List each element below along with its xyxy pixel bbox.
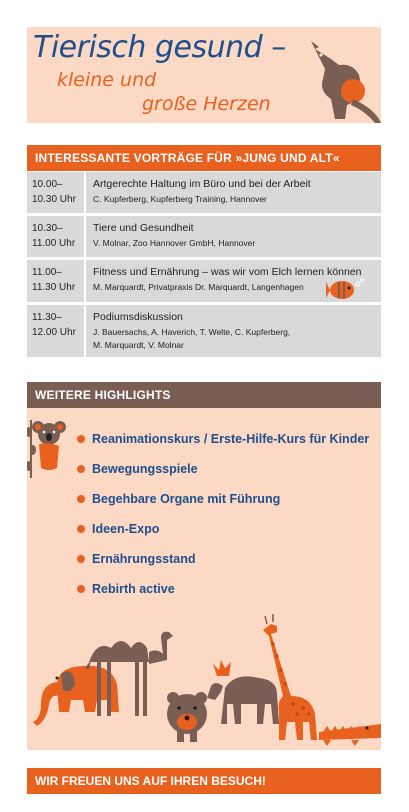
talk-topic: Podiumsdiskussion [93, 311, 183, 323]
bullet-icon [77, 585, 85, 593]
list-item: Reanimationskurs / Erste-Hilfe-Kurs für Kinder [82, 430, 369, 460]
giraffe-icon [263, 614, 317, 740]
talk-speakers: C. Kupferberg, Kupferberg Training, Hannover [93, 194, 267, 204]
subtitle-line1: kleine und [57, 69, 157, 91]
elephant-icon [33, 666, 119, 726]
header-banner [27, 27, 381, 123]
talk-cell [84, 260, 381, 302]
schedule-table [27, 172, 381, 360]
table-row [27, 260, 381, 305]
talk-speakers: M. Marquardt, V. Molnar [93, 340, 184, 350]
time-end: 11.00 Uhr [32, 238, 76, 249]
fish-icon [326, 278, 366, 302]
time-start: 11.00– [32, 267, 62, 278]
time-end: 10.30 Uhr [32, 194, 76, 205]
list-item: Rebirth active [82, 580, 369, 610]
camel-icon [85, 632, 173, 716]
page-title: Tierisch gesund – [33, 30, 286, 65]
talk-topic: Artgerechte Haltung im Büro und bei der Arbeit [93, 178, 311, 190]
bear-icon [167, 692, 207, 742]
list-item: Begehbare Organe mit Führung [82, 490, 369, 520]
bullet-icon [77, 525, 85, 533]
talks-heading: INTERESSANTE VORTRÄGE FÜR »JUNG UND ALT« [27, 145, 381, 171]
time-cell [27, 216, 84, 257]
kangaroo-icon [295, 39, 381, 123]
highlights-list [82, 430, 369, 610]
time-cell [27, 305, 84, 357]
highlights-heading: WEITERE HIGHLIGHTS [27, 382, 381, 408]
table-row [27, 305, 381, 360]
animals-illustration [27, 604, 381, 750]
bullet-icon [77, 435, 85, 443]
talk-cell [84, 305, 381, 357]
table-row [27, 172, 381, 216]
time-start: 11.30– [32, 312, 62, 323]
talk-speakers: J. Bauersachs, A. Haverich, T. Welte, C. Kupferberg, [93, 327, 291, 337]
list-item: Bewegungsspiele [82, 460, 369, 490]
table-row [27, 216, 381, 260]
list-item: Ernährungsstand [82, 550, 369, 580]
talk-speakers: V. Molnar, Zoo Hannover GmbH, Hannover [93, 238, 256, 248]
footer-banner: WIR FREUEN UNS AUF IHREN BESUCH! [27, 768, 381, 794]
bullet-icon [77, 465, 85, 473]
moose-icon [207, 660, 279, 724]
talk-speakers: M. Marquardt, Privatpraxis Dr. Marquardt, Langenhagen [93, 282, 304, 292]
talk-topic: Tiere und Gesundheit [93, 222, 194, 234]
time-end: 12.00 Uhr [32, 327, 76, 338]
crocodile-icon [319, 724, 381, 746]
koala-icon [27, 420, 67, 478]
time-end: 11.30 Uhr [32, 282, 76, 293]
time-start: 10.00– [32, 179, 63, 190]
time-start: 10.30– [32, 223, 63, 234]
talk-cell [84, 216, 381, 257]
bullet-icon [77, 495, 85, 503]
list-item: Ideen-Expo [82, 520, 369, 550]
bullet-icon [77, 555, 85, 563]
talk-cell [84, 172, 381, 213]
time-cell [27, 260, 84, 302]
time-cell [27, 172, 84, 213]
highlights-panel [27, 408, 381, 750]
talk-topic: Fitness und Ernährung – was wir vom Elch lernen können [93, 266, 362, 278]
subtitle-line2: große Herzen [142, 93, 271, 115]
